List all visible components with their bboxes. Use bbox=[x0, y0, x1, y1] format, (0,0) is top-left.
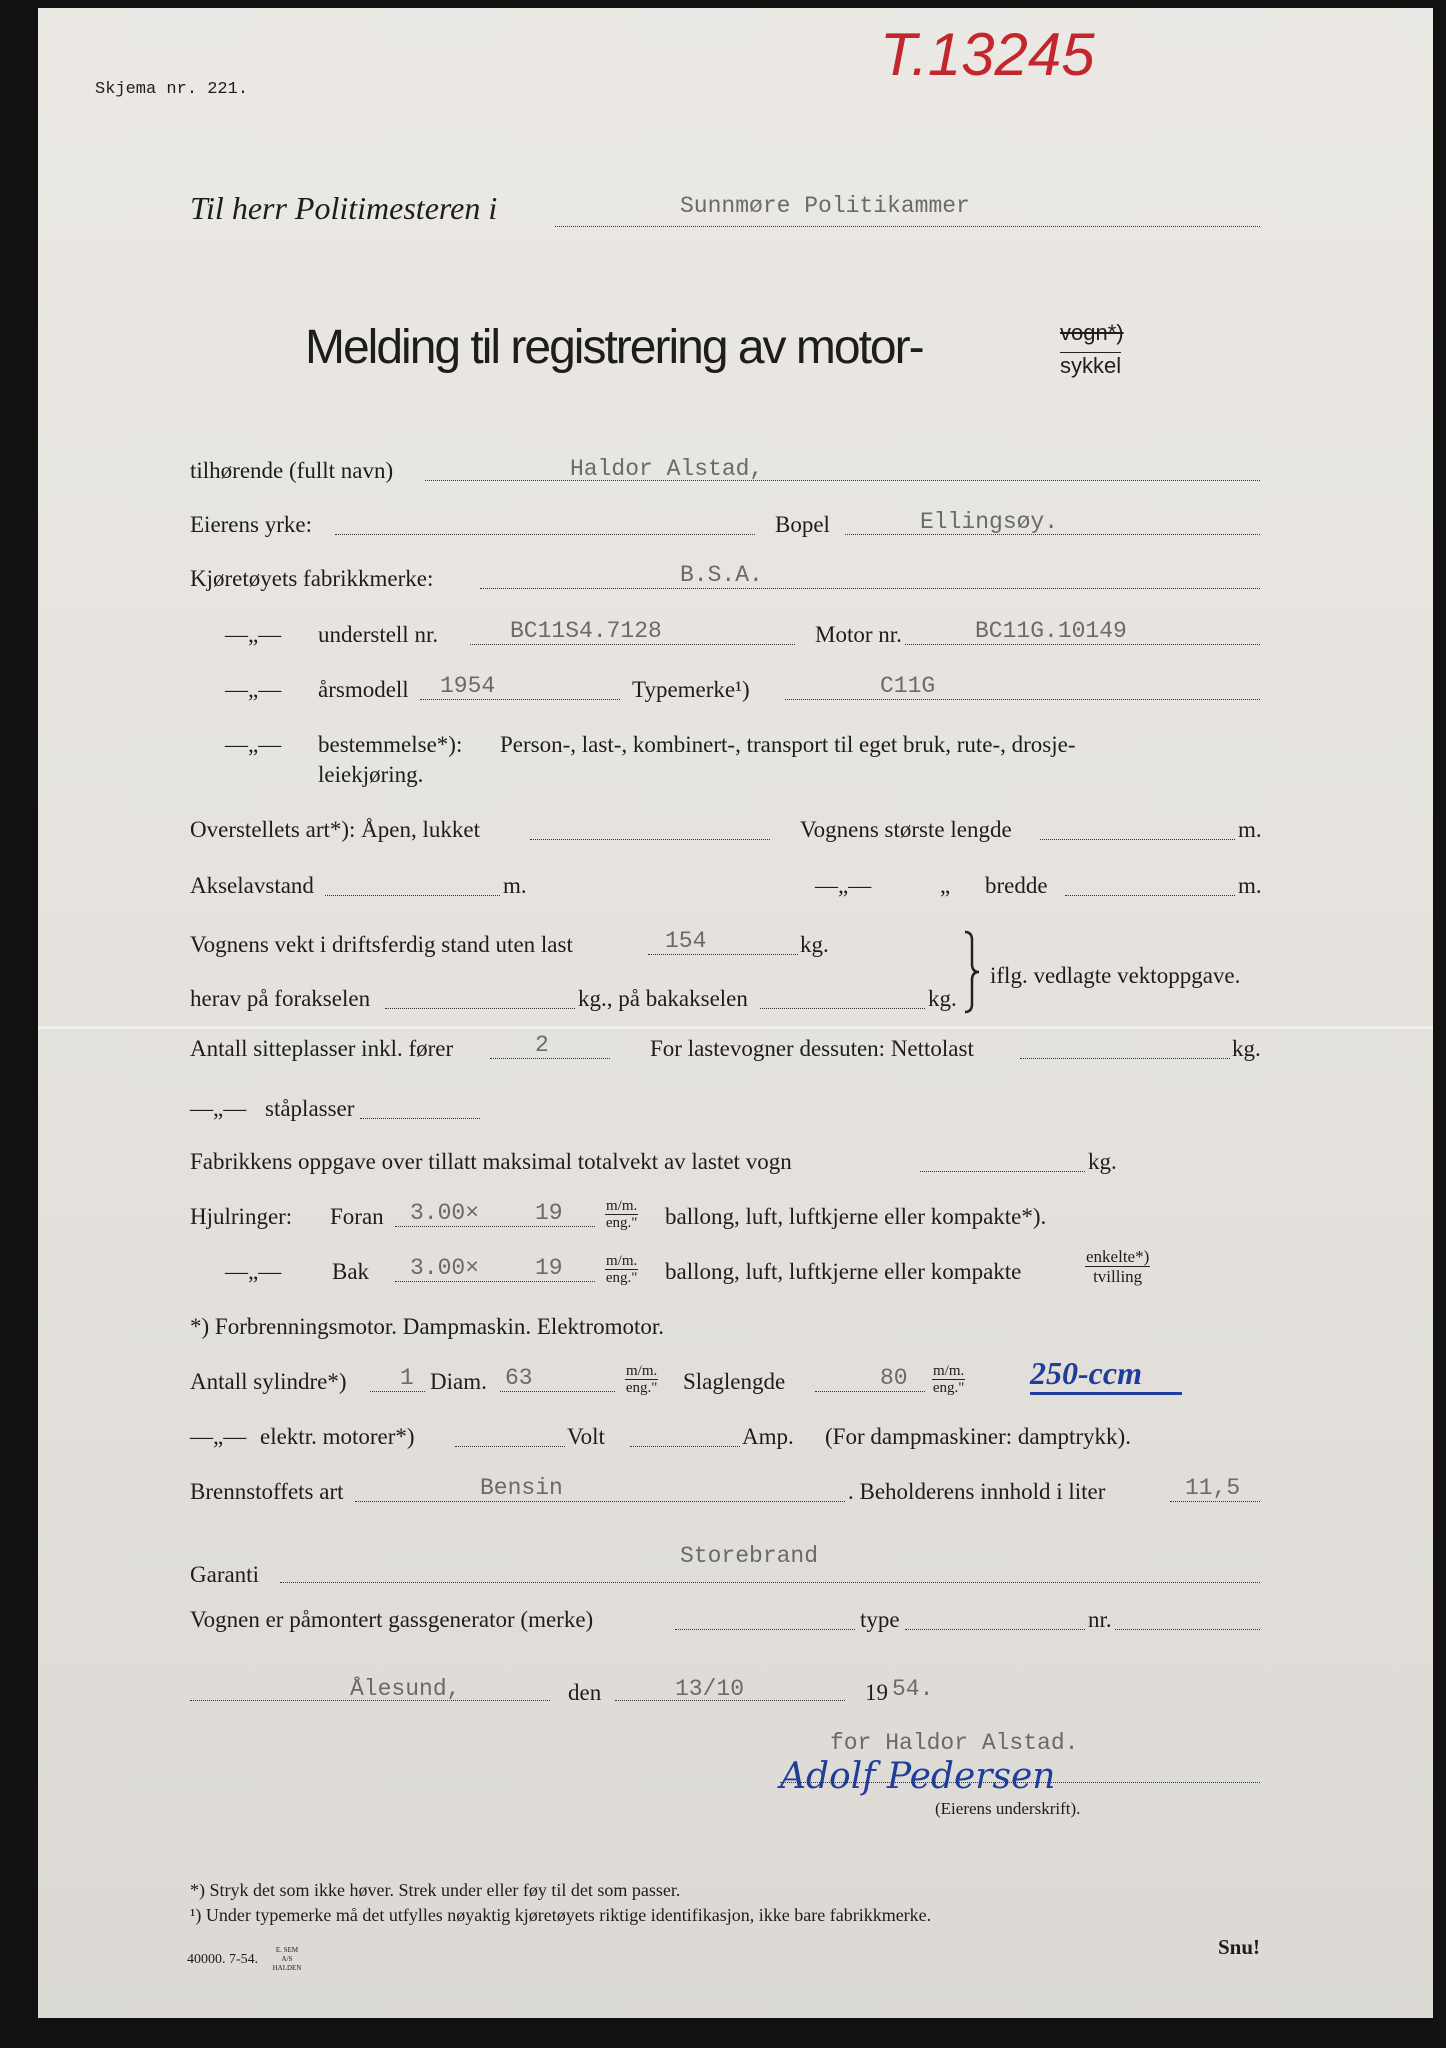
front-tyre-label: Foran bbox=[330, 1204, 384, 1229]
printer-mark: E. SEM A/S HALDEN bbox=[272, 1946, 302, 1972]
single-twin-fraction bbox=[1085, 1247, 1150, 1286]
seats-value: 2 bbox=[535, 1032, 549, 1058]
archive-number: T.13245 bbox=[880, 21, 1095, 88]
steam-note: (For dampmaskiner: damptrykk). bbox=[825, 1424, 1131, 1449]
front-tyre-width: 3.00× bbox=[410, 1200, 480, 1226]
unit-eng: eng." bbox=[605, 1215, 638, 1231]
guarantee-label: Garanti bbox=[190, 1562, 259, 1587]
form-number: Skjema nr. 221. bbox=[95, 80, 249, 99]
title-sykkel: sykkel bbox=[1060, 353, 1122, 378]
diameter-line bbox=[500, 1391, 615, 1392]
residence-label: Bopel bbox=[775, 512, 830, 537]
weight-note: iflg. vedlagte vektoppgave. bbox=[990, 963, 1241, 988]
unit-mm: m/m. bbox=[606, 1253, 638, 1269]
body-line bbox=[530, 839, 770, 840]
unit-mm: m/m. bbox=[606, 1198, 638, 1214]
stroke-value: 80 bbox=[880, 1365, 908, 1391]
seats-line bbox=[490, 1058, 610, 1059]
addressee-value: Sunnmøre Politikammer bbox=[680, 193, 970, 219]
year-label: årsmodell bbox=[318, 677, 409, 702]
weight-line bbox=[648, 954, 798, 955]
front-axle-line bbox=[385, 1008, 575, 1009]
weight-unit: kg. bbox=[800, 932, 829, 957]
net-load-line bbox=[1020, 1058, 1230, 1059]
guarantee-line bbox=[280, 1582, 1260, 1583]
electric-motors-label: elektr. motorer*) bbox=[260, 1424, 415, 1449]
tank-label: . Beholderens innhold i liter bbox=[848, 1479, 1106, 1504]
residence-value: Ellingsøy. bbox=[920, 509, 1059, 535]
unit-fraction bbox=[605, 1253, 638, 1286]
addressee-line bbox=[555, 226, 1260, 227]
on-behalf-of: for Haldor Alstad. bbox=[830, 1730, 1079, 1756]
unit-eng: eng." bbox=[625, 1380, 658, 1396]
fold-line bbox=[38, 1026, 1433, 1029]
cylinders-label: Antall sylindre*) bbox=[190, 1369, 347, 1394]
width-unit: m. bbox=[1238, 873, 1262, 898]
ditto-mark: —„— bbox=[225, 677, 282, 702]
engine-value: BC11G.10149 bbox=[975, 618, 1127, 644]
fuel-value: Bensin bbox=[480, 1475, 563, 1501]
unit-eng: eng." bbox=[605, 1270, 638, 1286]
diameter-value: 63 bbox=[505, 1365, 533, 1391]
unit-mm: m/m. bbox=[933, 1363, 965, 1379]
length-label: Vognens største lengde bbox=[800, 817, 1012, 842]
purpose-label: bestemmelse*): bbox=[318, 732, 463, 757]
wheelbase-unit: m. bbox=[503, 873, 527, 898]
front-axle-label: herav på forakselen bbox=[190, 986, 371, 1011]
rear-axle-label: kg., på bakakselen bbox=[578, 986, 748, 1011]
wheelbase-line bbox=[325, 895, 500, 896]
engine-label: Motor nr. bbox=[815, 622, 902, 647]
wheelbase-label: Akselavstand bbox=[190, 873, 314, 898]
chassis-line bbox=[470, 644, 795, 645]
body-label: Overstellets art*): Åpen, lukket bbox=[190, 817, 480, 842]
owner-value: Haldor Alstad, bbox=[570, 456, 764, 482]
gas-nr-line bbox=[1115, 1629, 1260, 1630]
title-vogn: vogn*) bbox=[1060, 320, 1124, 345]
unit-mm: m/m. bbox=[626, 1363, 658, 1379]
tyres-label: Hjulringer: bbox=[190, 1204, 293, 1229]
ditto-quote: „ bbox=[940, 873, 951, 898]
date-year-suffix: 54. bbox=[892, 1676, 934, 1702]
ditto-mark: —„— bbox=[225, 732, 282, 757]
date-year-prefix: 19 bbox=[865, 1680, 888, 1705]
purpose-options: Person-, last-, kombinert-, transport til eget bruk, rute-, drosje- bbox=[500, 732, 1076, 757]
front-tyre-rim: 19 bbox=[535, 1200, 563, 1226]
brace bbox=[962, 930, 982, 1014]
ditto-mark: —„— bbox=[190, 1424, 247, 1449]
tank-value: 11,5 bbox=[1185, 1475, 1241, 1501]
ditto-mark: —„— bbox=[225, 622, 282, 647]
date-label: den bbox=[568, 1680, 602, 1705]
make-label: Kjøretøyets fabrikkmerke: bbox=[190, 566, 434, 591]
unit-fraction bbox=[625, 1363, 658, 1396]
gas-make-line bbox=[675, 1629, 855, 1630]
amp-label: Amp. bbox=[742, 1424, 794, 1449]
ditto-mark: —„— bbox=[815, 873, 872, 898]
signature: Adolf Pedersen bbox=[780, 1756, 1056, 1797]
net-load-unit: kg. bbox=[1232, 1036, 1261, 1061]
residence-line bbox=[845, 534, 1260, 535]
purpose-options-cont: leiekjøring. bbox=[318, 762, 424, 787]
front-tyre-types: ballong, luft, luftkjerne eller kompakte*). bbox=[665, 1204, 1047, 1229]
year-value: 1954 bbox=[440, 673, 496, 699]
rear-axle-unit: kg. bbox=[928, 986, 957, 1011]
standing-label: ståplasser bbox=[265, 1096, 355, 1121]
rear-tyre-label: Bak bbox=[332, 1259, 370, 1284]
handwritten-displacement: 250-ccm bbox=[1030, 1355, 1182, 1395]
unit-fraction bbox=[932, 1363, 965, 1396]
guarantee-value: Storebrand bbox=[680, 1543, 819, 1569]
weight-label: Vognens vekt i driftsferdig stand uten last bbox=[190, 932, 573, 957]
seats-label: Antall sitteplasser inkl. fører bbox=[190, 1036, 454, 1061]
form-page bbox=[38, 8, 1433, 2018]
chassis-value: BC11S4.7128 bbox=[510, 618, 662, 644]
standing-line bbox=[360, 1118, 480, 1119]
tank-line bbox=[1170, 1501, 1260, 1502]
fuel-label: Brennstoffets art bbox=[190, 1479, 344, 1504]
gas-generator-label: Vognen er påmontert gassgenerator (merke) bbox=[190, 1607, 594, 1632]
unit-fraction bbox=[605, 1198, 638, 1231]
place-value: Ålesund, bbox=[350, 1676, 461, 1702]
net-load-label: For lastevogner dessuten: Nettolast bbox=[650, 1036, 974, 1061]
chassis-label: understell nr. bbox=[318, 622, 439, 647]
footnote-2: ¹) Under typemerke må det utfylles nøyaktig kjøretøyets riktige identifikasjon, ikke bare fabrikkmerke. bbox=[190, 1905, 932, 1925]
unit-eng: eng." bbox=[932, 1380, 965, 1396]
volt-label: Volt bbox=[567, 1424, 605, 1449]
gas-nr-label: nr. bbox=[1088, 1607, 1112, 1632]
ditto-mark: —„— bbox=[190, 1096, 247, 1121]
print-info: 40000. 7-54. bbox=[187, 1952, 259, 1967]
length-line bbox=[1040, 839, 1235, 840]
owner-label: tilhørende (fullt navn) bbox=[190, 458, 394, 483]
engine-line bbox=[905, 644, 1260, 645]
max-weight-unit: kg. bbox=[1088, 1149, 1117, 1174]
max-weight-label: Fabrikkens oppgave over tillatt maksimal totalvekt av lastet vogn bbox=[190, 1149, 792, 1174]
width-line bbox=[1065, 895, 1235, 896]
front-tyre-line bbox=[395, 1226, 595, 1227]
max-weight-line bbox=[920, 1171, 1085, 1172]
addressee-label: Til herr Politimesteren i bbox=[190, 190, 498, 226]
year-line bbox=[420, 699, 620, 700]
signature-label: (Eierens underskrift). bbox=[935, 1799, 1081, 1818]
date-value: 13/10 bbox=[675, 1676, 745, 1702]
type-value: C11G bbox=[880, 673, 936, 699]
single-option: enkelte*) bbox=[1086, 1247, 1150, 1266]
volt-line bbox=[455, 1446, 565, 1447]
rear-tyre-types: ballong, luft, luftkjerne eller kompakte bbox=[665, 1259, 1022, 1284]
title: Melding til registrering av motor- bbox=[305, 321, 923, 374]
engine-types: *) Forbrenningsmotor. Dampmaskin. Elektromotor. bbox=[190, 1314, 665, 1339]
fuel-line bbox=[355, 1501, 845, 1502]
width-label: bredde bbox=[985, 873, 1048, 898]
owner-line bbox=[425, 480, 1260, 481]
type-label: Typemerke¹) bbox=[632, 677, 750, 702]
rear-tyre-line bbox=[395, 1281, 595, 1282]
rear-tyre-rim: 19 bbox=[535, 1255, 563, 1281]
twin-option: tvilling bbox=[1093, 1267, 1143, 1286]
make-value: B.S.A. bbox=[680, 562, 763, 588]
cylinders-line bbox=[370, 1391, 425, 1392]
rear-axle-line bbox=[760, 1008, 925, 1009]
stroke-label: Slaglengde bbox=[683, 1369, 786, 1394]
amp-line bbox=[630, 1446, 740, 1447]
weight-value: 154 bbox=[665, 928, 707, 954]
diameter-label: Diam. bbox=[430, 1369, 487, 1394]
occupation-label: Eierens yrke: bbox=[190, 512, 312, 537]
stroke-line bbox=[815, 1391, 925, 1392]
gas-type-label: type bbox=[860, 1607, 900, 1632]
type-line bbox=[785, 699, 1260, 700]
footnote-1: *) Stryk det som ikke høver. Strek under eller føy til det som passer. bbox=[190, 1880, 681, 1900]
date-line bbox=[615, 1700, 845, 1701]
place-line bbox=[190, 1700, 550, 1701]
cylinders-value: 1 bbox=[400, 1365, 414, 1391]
gas-type-line bbox=[905, 1629, 1085, 1630]
turn-over-note: Snu! bbox=[1218, 1935, 1261, 1959]
signature-line bbox=[780, 1782, 1260, 1783]
length-unit: m. bbox=[1238, 817, 1262, 842]
ditto-mark: —„— bbox=[225, 1259, 282, 1284]
make-line bbox=[480, 588, 1260, 589]
rear-tyre-width: 3.00× bbox=[410, 1255, 480, 1281]
occupation-line bbox=[335, 534, 755, 535]
